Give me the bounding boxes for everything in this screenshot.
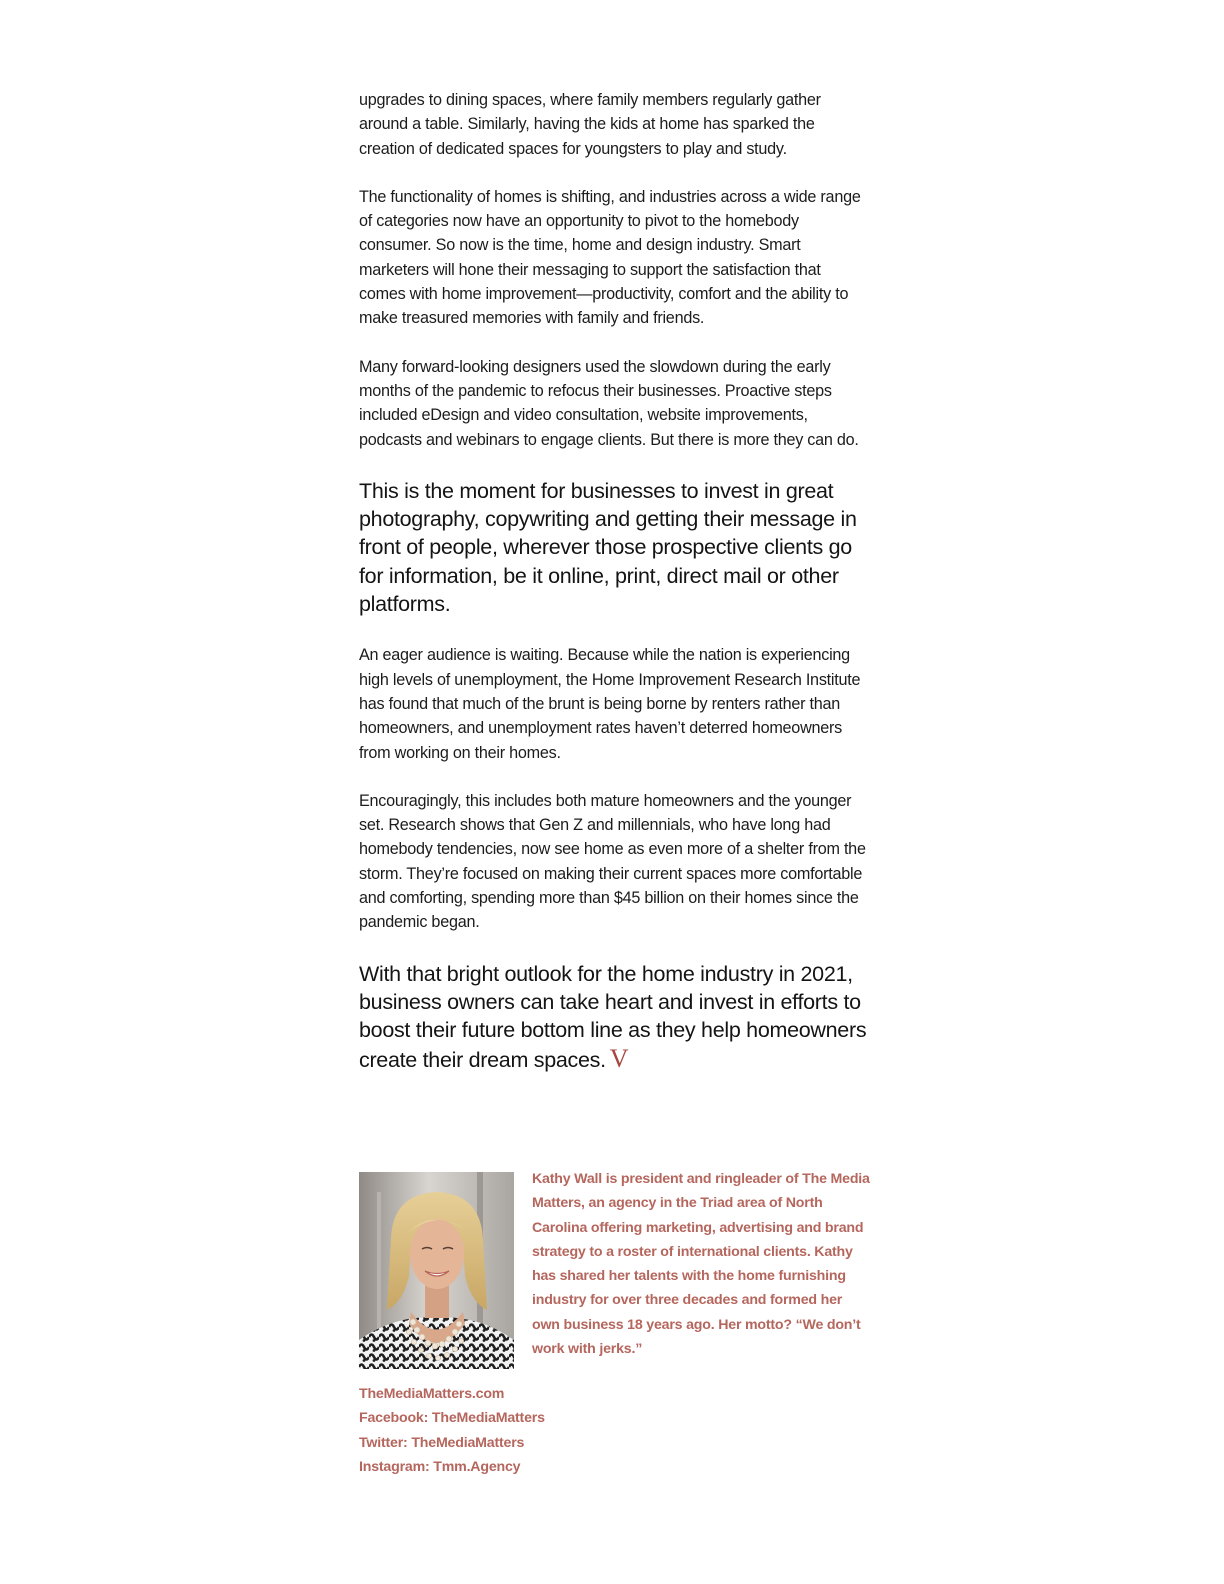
author-photo xyxy=(359,1172,514,1369)
article-paragraph-2: The functionality of homes is shifting, and industries across a wide range of categories now have an opportunity to pivot to the homebody consumer. So now is the time, home and design industry. Smart marketers will hone their messaging to support the satisfaction that comes with home improvement—productivity, comfort and the ability to make treasured memories with family and friends. xyxy=(359,187,861,328)
twitter-link[interactable]: Twitter: TheMediaMatters xyxy=(359,1434,525,1451)
pull-quote-2-text: With that bright outlook for the home industry in 2021, business owners can take heart and invest in efforts to boost their future bottom line as they help homeowners create their dream spaces. xyxy=(359,961,867,1072)
pull-quote-1: This is the moment for businesses to invest in great photography, copywriting and getting their message in front of people, wherever those prospective clients go for information, be it online, print, direct mail or other platforms. xyxy=(359,478,857,617)
end-mark-icon: V xyxy=(609,1043,629,1073)
website-link[interactable]: TheMediaMatters.com xyxy=(359,1386,505,1402)
article-paragraph-4: An eager audience is waiting. Because while the nation is experiencing high levels of unemployment, the Home Improvement Research Institute has found that much of the brunt is being borne by renters rather than homeowners, and unemployment rates haven’t deterred homeowners from working on their homes. xyxy=(359,646,861,762)
article-paragraph-5: Encouragingly, this includes both mature homeowners and the younger set. Research shows that Gen Z and millennials, who have long had homebody tendencies, now see home as even more of a shelter from the storm. They’re focused on making their current spaces more comfortable and comforting, spending more than $45 billion on their homes since the pandemic began. xyxy=(359,791,866,932)
author-bio xyxy=(359,1172,879,1372)
article-paragraph-1: upgrades to dining spaces, where family members regularly gather around a table. Similarly, having the kids at home has sparked the creation of dedicated spaces for youngsters to play and study. xyxy=(359,91,821,158)
author-bio-text: Kathy Wall is president and ringleader of The Media Matters, an agency in the Triad area of North Carolina offering marketing, advertising and brand strategy to a roster of international clients. Kathy has shared her talents with the home furnishing industry for over three decades and formed her own business 18 years ago. Her motto? “We don’t work with jerks.” xyxy=(532,1171,870,1358)
pull-quote-2 xyxy=(359,960,871,1074)
article-column xyxy=(359,88,871,1074)
facebook-link[interactable]: Facebook: TheMediaMatters xyxy=(359,1410,545,1427)
article-paragraph-3: Many forward-looking designers used the slowdown during the early months of the pandemic to refocus their businesses. Proactive steps included eDesign and video consultation, website improvements, podcasts and webinars to engage clients. But there is more they can do. xyxy=(359,357,859,449)
author-links xyxy=(359,1382,659,1480)
instagram-link[interactable]: Instagram: Tmm.Agency xyxy=(359,1459,521,1476)
